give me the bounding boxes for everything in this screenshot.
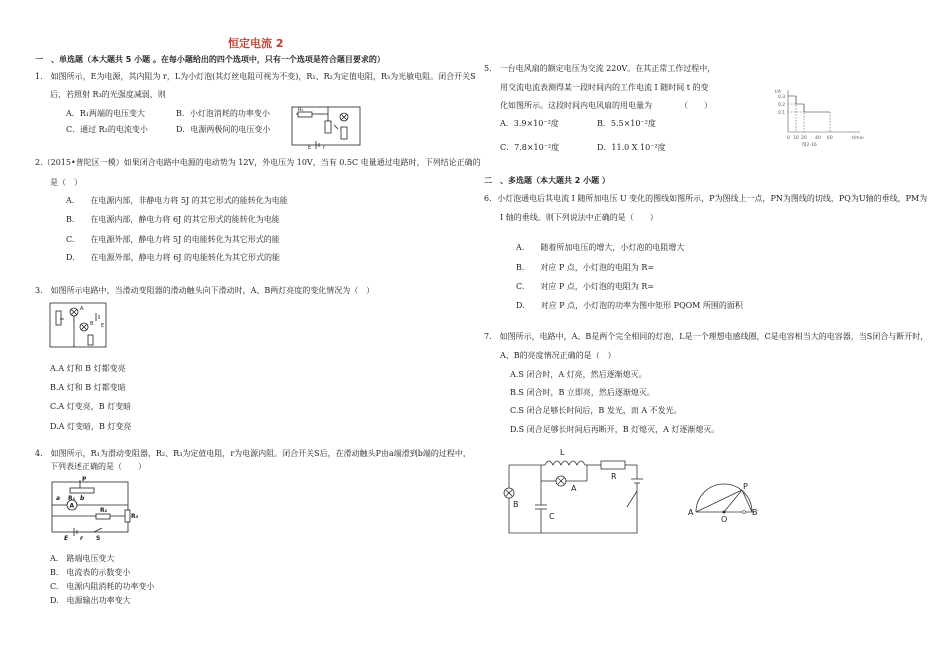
q7b-label-p: P <box>743 482 748 491</box>
section-single-choice-heading: 一 、单选题（本大题共 5 小题 。在每小题给出的四个选项中，只有一个选项是符合题目要求的） <box>35 55 385 64</box>
q7-label-a: A <box>571 484 577 493</box>
q2-option-a: A. 在电源内部，非静电力将 5J 的其它形式的能转化为电能 <box>66 196 288 205</box>
q7-semicircle-diagram <box>686 476 766 524</box>
q7b-label-a: A <box>688 508 694 517</box>
q1-option-c: C．通过 R₂的电流变小 <box>66 125 148 134</box>
q4-label-r2: R₂ <box>100 507 108 514</box>
q4-label-r: r <box>80 535 83 542</box>
q5-figure-caption: 图2-16 <box>802 143 817 148</box>
q4-label-p: P <box>82 476 87 483</box>
q5-option-d: D．11.0 X 10⁻²度 <box>597 143 666 152</box>
q3-option-b: B.A 灯和 B 灯都变暗 <box>50 383 126 392</box>
q4-label-e: E <box>64 535 69 542</box>
q5-axis-y-label: I/A <box>775 90 781 95</box>
q7-stem-line2: A、B的亮度情况正确的是（ ） <box>500 351 616 360</box>
section-multi-choice-heading: 二 、多选题（本大题共 2 小题 ） <box>484 176 610 185</box>
q5-stem-line1: 5. 一台电风扇的额定电压为交流 220V。在其正常工作过程中， <box>484 64 716 73</box>
q7-label-l: L <box>560 448 565 457</box>
q5-option-a: A．3.9×10⁻²度 <box>500 119 559 128</box>
q3-label-a: A <box>80 306 84 312</box>
q5-xtick-3: 40 <box>815 136 821 141</box>
page-title: 恒定电流 2 <box>228 37 284 50</box>
q2-option-b: B. 在电源内部，静电力将 6J 的其它形式的能转化为电能 <box>66 215 280 224</box>
inductor-l-icon <box>545 461 585 465</box>
q7-option-a: A.S 闭合时，A 灯亮，然后逐渐熄灭。 <box>510 370 647 379</box>
q7-option-b: B.S 闭合时，B 立即亮，然后逐渐熄灭。 <box>510 388 655 397</box>
q2-stem-line1: 2.（2015•普陀区一模）如果闭合电路中电源的电动势为 12V，外电压为 10V，当有 0.5C 电量通过电路时，下列结论正确的 <box>35 158 481 167</box>
rheostat-r1-icon <box>70 488 94 493</box>
q5-xtick-1: 10 <box>793 136 799 141</box>
q5-ytick-1: 0.2 <box>778 103 786 108</box>
q1-option-d: D．电源两极间的电压变小 <box>176 125 271 134</box>
q4-option-d: D. 电源输出功率变大 <box>50 596 131 605</box>
q5-xtick-2: 20 <box>801 136 807 141</box>
q4-label-ammeter: A <box>69 502 75 510</box>
q3-option-d: D.A 灯变暗，B 灯变亮 <box>50 422 132 431</box>
q3-option-a: A.A 灯和 B 灯都变亮 <box>50 364 126 373</box>
q5-stem-line2: 用交流电流表测得某一段时间内的工作电流 I 随时间 t 的变 <box>500 83 709 92</box>
q7-label-c: C <box>549 512 555 521</box>
q4-label-r3: R₃ <box>131 513 139 520</box>
q7-option-d: D.S 闭合足够长时间后再断开，B 灯熄灭，A 灯逐渐熄灭。 <box>510 425 720 434</box>
q7-circuit-diagram <box>497 447 657 539</box>
center-point-o <box>723 511 726 514</box>
q4-label-r1: R₁ <box>68 495 76 502</box>
q1-circuit-diagram <box>288 103 368 149</box>
q6-option-a: A. 随着所加电压的增大，小灯泡的电阻增大 <box>516 243 685 252</box>
q5-stem-line3: 化如图所示。这段时间内电风扇的用电量为 （ ） <box>500 101 712 110</box>
q4-stem-line2: 下列表述正确的是（ ） <box>50 462 146 471</box>
q3-option-c: C.A 灯变亮，B 灯变暗 <box>50 402 132 411</box>
q6-option-d: D. 对应 P 点，小灯泡的功率为图中矩形 PQOM 所围的面积 <box>516 301 743 310</box>
q5-axis-x-label: t/min <box>852 136 864 141</box>
q3-circuit-diagram <box>46 299 112 351</box>
q5-option-b: B．5.5×10⁻²度 <box>597 119 656 128</box>
q7-label-r: R <box>611 472 617 481</box>
q4-stem-line1: 4. 如图所示，R₁为滑动变阻器，R₂、R₃为定值电阻，r为电源内阻。闭合开关S后，在滑动触头P由a端滑到b端的过程中， <box>35 449 471 458</box>
q2-stem-line2: 是（ ） <box>50 178 82 187</box>
q7b-label-b: B <box>752 508 758 517</box>
q5-ytick-0: 0.3 <box>778 95 786 100</box>
q4-option-c: C. 电源内阻消耗的功率变小 <box>50 582 155 591</box>
q1-label-r: r <box>323 145 326 151</box>
q6-stem-line2: I 轴的垂线。则下列说法中正确的是（ ） <box>500 213 658 222</box>
switch-s-icon <box>627 491 637 507</box>
q2-option-d: D. 在电源外部，静电力将 6J 的电能转化为其它形式的能 <box>66 253 281 262</box>
q3-label-e: E <box>101 323 105 329</box>
q1-label-r1: R₁ <box>298 107 304 113</box>
q4-option-a: A. 路端电压变大 <box>50 554 115 563</box>
q4-option-b: B. 电流表的示数变小 <box>50 568 131 577</box>
q4-label-b: b <box>80 495 85 502</box>
q7-option-c: C.S 闭合足够长时间后，B 发光，而 A 不发光。 <box>510 406 682 415</box>
q1-stem-line2: 后，若照射 R₃的光强度减弱，则 <box>50 90 166 99</box>
photoresistor-icon <box>341 127 347 139</box>
q5-ytick-2: 0.1 <box>778 111 786 116</box>
q7-label-b: B <box>513 500 519 509</box>
q5-current-time-graph <box>770 86 870 146</box>
q7b-label-o: O <box>721 515 728 524</box>
q5-xtick-4: 60 <box>827 136 833 141</box>
resistor-r-icon <box>601 461 625 469</box>
q6-option-b: B. 对应 P 点，小灯泡的电阻为 R= <box>516 263 655 272</box>
q6-option-c: C. 对应 P 点，小灯泡的电阻为 R= <box>516 282 655 291</box>
resistor-r2-icon <box>325 121 331 133</box>
q4-label-s: S <box>96 535 101 542</box>
q2-option-c: C. 在电源外部，静电力将 5J 的电能转化为其它形式的能 <box>66 235 280 244</box>
q5-option-c: C．7.8×10⁻²度 <box>500 143 560 152</box>
resistor-r2-icon <box>96 514 110 519</box>
q4-circuit-diagram <box>46 474 138 540</box>
rheostat-icon <box>56 311 61 325</box>
q5-xtick-0: 0 <box>787 136 790 141</box>
q3-stem-line1: 3. 如图所示电路中，当滑动变阻器的滑动触头向下滑动时，A、B两灯亮度的变化情况为（ ） <box>35 286 375 295</box>
q6-stem-line1: 6．小灯泡通电后其电流 I 随所加电压 U 变化的图线如图所示，P为图线上一点，PN为图线的切线，PQ为U轴的垂线，PM为 <box>484 194 928 203</box>
resistor-r3-icon <box>125 510 130 522</box>
q1-stem-line1: 1. 如图所示，E为电源，其内阻为 r，L为小灯泡(其灯丝电阻可视为不变)，R₁、R₂为定值电阻，R₃为光敏电阻。闭合开关S <box>35 72 476 81</box>
q1-option-b: B．小灯泡消耗的功率变小 <box>176 109 270 118</box>
q3-label-b: B <box>90 321 94 327</box>
q1-option-a: A．R₁两端的电压变大 <box>66 109 146 118</box>
q1-label-e: E <box>308 145 312 151</box>
q7-stem-line1: 7. 如图所示，电路中，A、B是两个完全相同的灯泡，L是一个理想电感线圈，C是电容相当大的电容器，当S闭合与断开时， <box>484 332 929 341</box>
q4-label-a: a <box>56 495 61 502</box>
